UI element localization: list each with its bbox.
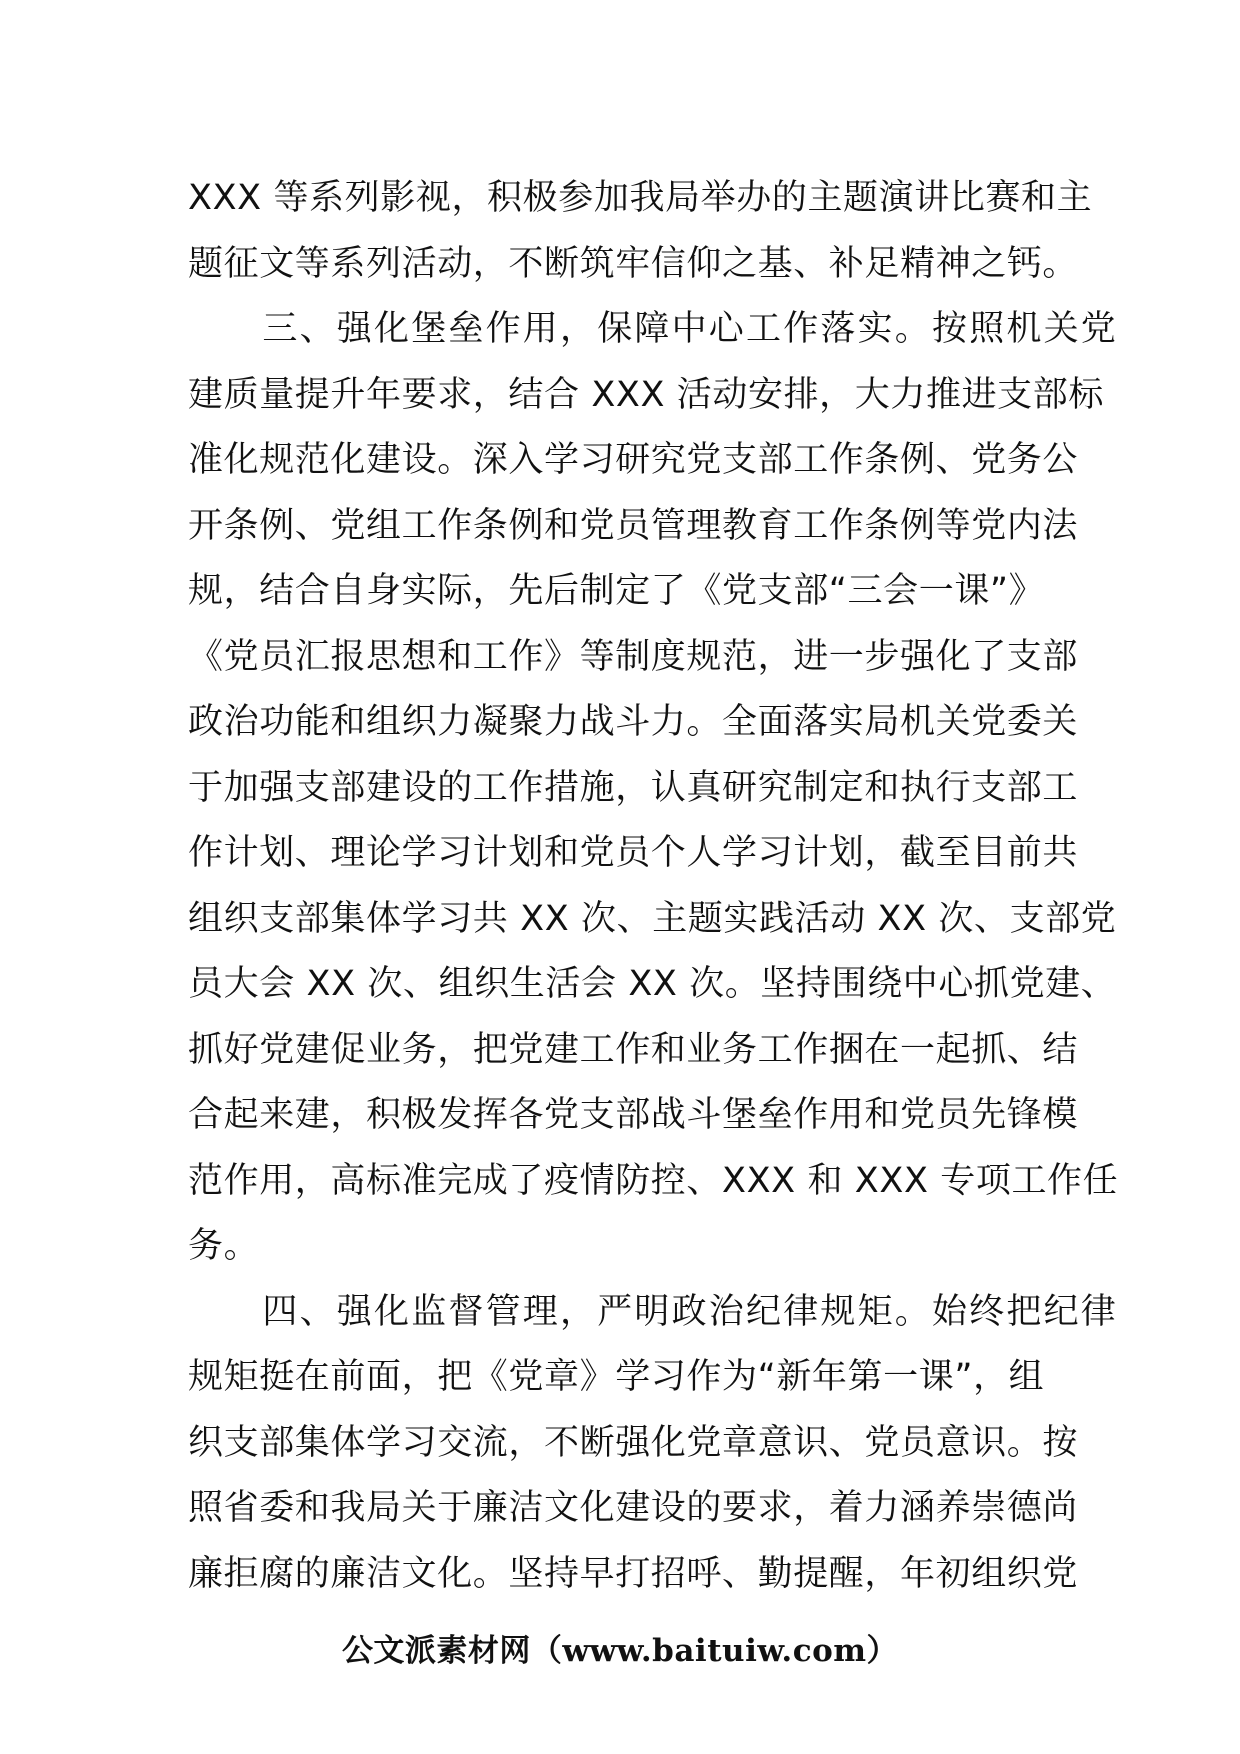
text-line: 员大会 XX 次、组织生活会 XX 次。坚持围绕中心抓党建、: [188, 964, 1117, 1004]
text-line: 题征文等系列活动，不断筑牢信仰之基、补足精神之钙。: [188, 243, 1079, 284]
text-line: 务。: [188, 1226, 260, 1266]
text-line: 准化规范化建设。深入学习研究党支部工作条例、党务公: [188, 440, 1079, 480]
section-heading-line: 三、强化堡垒作用，保障中心工作落实。按照机关党: [188, 309, 1119, 349]
text-line: 照省委和我局关于廉洁文化建设的要求，着力涵养崇德尚: [188, 1488, 1079, 1528]
text-line: XXX 等系列影视，积极参加我局举办的主题演讲比赛和主: [188, 178, 1093, 218]
text-line: 规，结合自身实际，先后制定了《党支部“三会一课”》: [188, 571, 1045, 611]
text-line: 织支部集体学习交流，不断强化党章意识、党员意识。按: [188, 1422, 1079, 1463]
text-line: 抓好党建促业务，把党建工作和业务工作捆在一起抓、结: [188, 1029, 1079, 1070]
text-line: 规矩挺在前面，把《党章》学习作为“新年第一课”，组: [188, 1357, 1045, 1397]
text-line: 廉拒腐的廉洁文化。坚持早打招呼、勤提醒，年初组织党: [188, 1553, 1079, 1594]
text-line: 政治功能和组织力凝聚力战斗力。全面落实局机关党委关: [188, 702, 1079, 742]
text-line: 建质量提升年要求，结合 XXX 活动安排，大力推进支部标: [188, 374, 1104, 415]
text-line: 合起来建，积极发挥各党支部战斗堡垒作用和党员先锋模: [188, 1095, 1079, 1135]
text-line: 开条例、党组工作条例和党员管理教育工作条例等党内法: [188, 505, 1079, 546]
footer-source-label: 公文派素材网（www.baituiw.com）: [341, 1633, 899, 1669]
text-line: 范作用，高标准完成了疫情防控、XXX 和 XXX 专项工作任: [188, 1160, 1119, 1201]
document-body: [188, 166, 1119, 1607]
text-line: 作计划、理论学习计划和党员个人学习计划，截至目前共: [188, 833, 1079, 873]
section-heading-line: 四、强化监督管理，严明政治纪律规矩。始终把纪律: [188, 1291, 1119, 1332]
text-line: 于加强支部建设的工作措施，认真研究制定和执行支部工: [188, 767, 1079, 808]
text-line: 《党员汇报思想和工作》等制度规范，进一步强化了支部: [188, 636, 1079, 677]
text-line: 组织支部集体学习共 XX 次、主题实践活动 XX 次、支部党: [188, 898, 1117, 939]
